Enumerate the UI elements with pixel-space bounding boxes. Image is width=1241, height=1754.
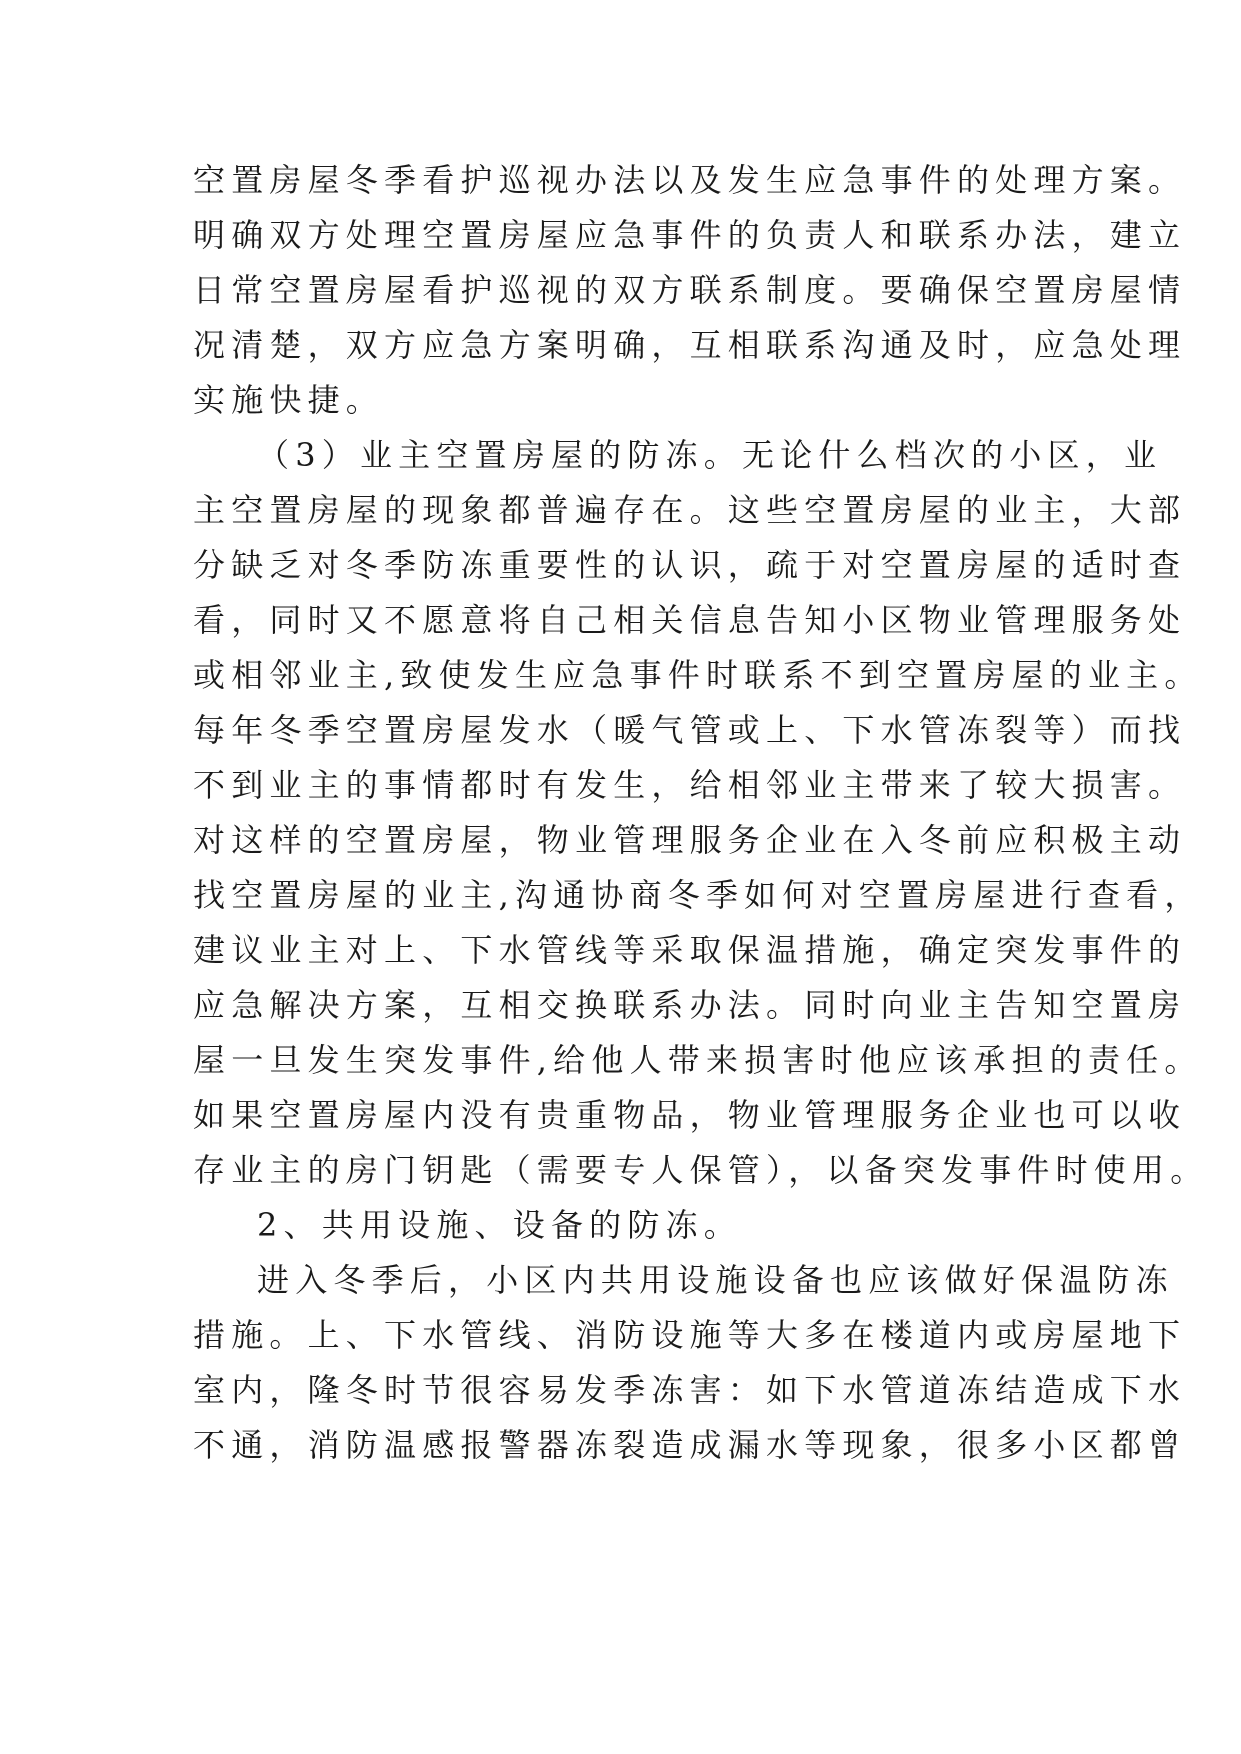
text-line: 或相邻业主,致使发生应急事件时联系不到空置房屋的业主。 (193, 656, 1203, 694)
text-line: 主空置房屋的现象都普遍存在。这些空置房屋的业主，大部 (193, 491, 1187, 529)
text-line: 日常空置房屋看护巡视的双方联系制度。要确保空置房屋情 (193, 271, 1187, 309)
text-line: 找空置房屋的业主,沟通协商冬季如何对空置房屋进行查看， (193, 876, 1203, 914)
text-line: 屋一旦发生突发事件,给他人带来损害时他应该承担的责任。 (193, 1041, 1203, 1079)
text-line: 分缺乏对冬季防冻重要性的认识，疏于对空置房屋的适时查 (193, 546, 1187, 584)
section-heading-line: 2、共用设施、设备的防冻。 (257, 1206, 742, 1244)
text-line: 看，同时又不愿意将自己相关信息告知小区物业管理服务处 (193, 601, 1187, 639)
text-line: 不到业主的事情都时有发生，给相邻业主带来了较大损害。 (193, 766, 1187, 804)
text-line: 如果空置房屋内没有贵重物品，物业管理服务企业也可以收 (193, 1096, 1187, 1134)
text-line: 存业主的房门钥匙（需要专人保管），以备突发事件时使用。 (193, 1151, 1209, 1189)
text-line: 应急解决方案，互相交换联系办法。同时向业主告知空置房 (193, 986, 1187, 1024)
text-line: 每年冬季空置房屋发水（暖气管或上、下水管冻裂等）而找 (193, 711, 1187, 749)
text-line: 不通，消防温感报警器冻裂造成漏水等现象，很多小区都曾 (193, 1426, 1187, 1464)
text-line: 措施。上、下水管线、消防设施等大多在楼道内或房屋地下 (193, 1316, 1187, 1354)
text-line: 明确双方处理空置房屋应急事件的负责人和联系办法，建立 (193, 216, 1187, 254)
text-line: 对这样的空置房屋，物业管理服务企业在入冬前应积极主动 (193, 821, 1187, 859)
text-line: 实施快捷。 (193, 381, 385, 419)
text-line: 室内，隆冬时节很容易发季冻害：如下水管道冻结造成下水 (193, 1371, 1187, 1409)
paragraph-start-line: 进入冬季后，小区内共用设施设备也应该做好保温防冻 (257, 1261, 1174, 1299)
paragraph-start-line: （3）业主空置房屋的防冻。无论什么档次的小区，业 (257, 436, 1163, 474)
text-line: 空置房屋冬季看护巡视办法以及发生应急事件的处理方案。 (193, 161, 1187, 199)
text-line: 建议业主对上、下水管线等采取保温措施，确定突发事件的 (193, 931, 1187, 969)
text-line: 况清楚，双方应急方案明确，互相联系沟通及时，应急处理 (193, 326, 1187, 364)
